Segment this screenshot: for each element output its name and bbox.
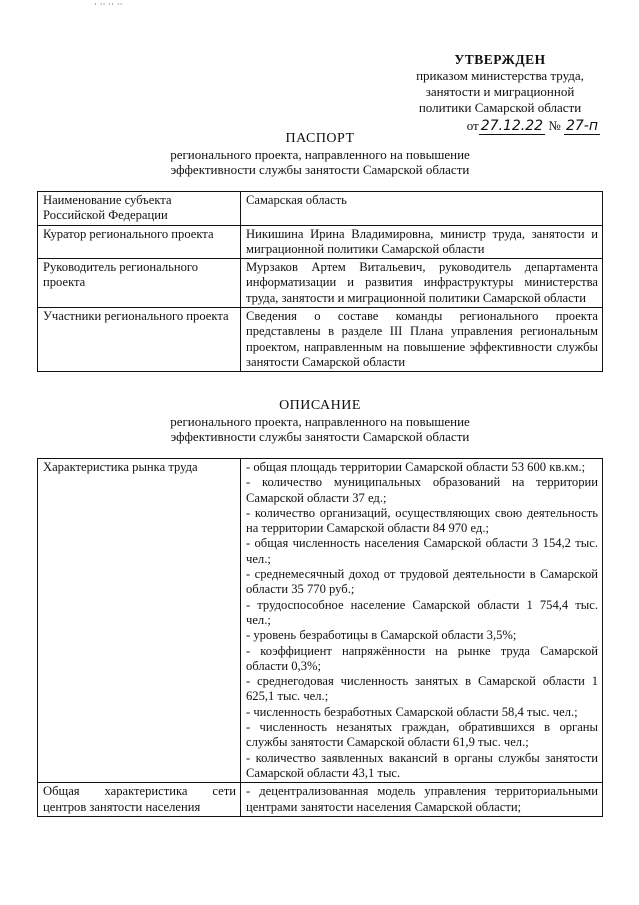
number-prefix: № — [548, 118, 561, 133]
approval-stamp-block — [400, 52, 600, 134]
list-item: - коэффициент напряжённости на рынке труда Самарской области 0,3%; — [246, 643, 598, 673]
description-subtitle-1: регионального проекта, направленного на повышение — [170, 413, 470, 429]
passport-subtitle-2: эффективности службы занятости Самарской области — [170, 162, 470, 177]
handwritten-number: 27-п — [565, 118, 598, 134]
table-row — [38, 308, 603, 372]
passport-label: Руководитель регионального проекта — [38, 259, 241, 308]
description-table — [37, 458, 603, 817]
list-item: - количество заявленных вакансий в органы службы занятости Самарской области 43,1 тыс. — [246, 750, 598, 780]
list-item: - численность незанятых граждан, обратившихся в органы службы занятости Самарской области 61,9 тыс. чел.; — [246, 720, 598, 750]
passport-value: Сведения о составе команды регионального проекта представлены в разделе III Плана управления региональным проектом, направленным на повышение эффективности службы занятости Самарской области — [241, 308, 603, 372]
list-item: - общая численность населения Самарской области 3 154,2 тыс. чел.; — [246, 536, 598, 566]
scan-mark: · ·· ·· ·· — [94, 0, 123, 10]
passport-subtitle-1: регионального проекта, направленного на повышение — [170, 146, 470, 162]
list-item: - среднегодовая численность занятых в Самарской области 1 625,1 тыс. чел.; — [246, 674, 598, 704]
table-row — [38, 459, 603, 783]
table-row — [38, 225, 603, 259]
list-item: - количество муниципальных образований на территории Самарской области 37 ед.; — [246, 475, 598, 505]
list-item: - количество организаций, осуществляющих свою деятельность на территории Самарской области 84 970 ед.; — [246, 505, 598, 536]
description-title: ОПИСАНИЕ — [279, 398, 361, 413]
list-item: - трудоспособное население Самарской области 1 754,4 тыс. чел.; — [246, 597, 598, 627]
market-label: Характеристика рынка труда — [38, 459, 241, 783]
table-row — [38, 783, 603, 817]
description-subtitle-2: эффективности службы занятости Самарской области — [170, 429, 470, 444]
market-items-cell — [241, 459, 603, 783]
handwritten-date: 27.12.22 — [480, 118, 544, 134]
passport-label: Наименование субъекта Российской Федерации — [38, 192, 241, 226]
list-item: - численность безработных Самарской области 58,4 тыс. чел.; — [246, 704, 578, 719]
approval-line-3: политики Самарской области — [418, 100, 582, 115]
description-title-block — [120, 398, 520, 445]
passport-value: Мурзаков Артем Витальевич, руководитель департамента информатизации и развития инфраструктуры министерства труда, занятости и миграционной политики Самарской области — [241, 259, 603, 308]
approval-line-2: занятости и миграционной — [425, 84, 575, 99]
passport-value: Самарская область — [241, 192, 603, 226]
passport-value: Никишина Ирина Владимировна, министр труда, занятости и миграционной политики Самарской области — [241, 225, 603, 259]
passport-table — [37, 191, 603, 372]
passport-title: ПАСПОРТ — [285, 131, 355, 146]
network-value: - децентрализованная модель управления территориальными центрами занятости населения Самарской области; — [241, 783, 603, 817]
network-label: Общая характеристика сети центров занятости населения — [38, 783, 241, 817]
date-prefix: от — [466, 118, 479, 133]
table-row — [38, 192, 603, 226]
approval-heading: УТВЕРЖДЕН — [454, 52, 546, 67]
passport-label: Участники регионального проекта — [38, 308, 241, 372]
list-item: - общая площадь территории Самарской области 53 600 кв.км.; — [246, 460, 586, 474]
list-item: - среднемесячный доход от трудовой деятельности в Самарской области 35 770 руб.; — [246, 567, 598, 597]
passport-label: Куратор регионального проекта — [38, 225, 241, 259]
approval-line-1: приказом министерства труда, — [416, 68, 584, 83]
list-item: - уровень безработицы в Самарской области 3,5%; — [246, 628, 517, 643]
table-row — [38, 259, 603, 308]
passport-title-block — [120, 131, 520, 178]
